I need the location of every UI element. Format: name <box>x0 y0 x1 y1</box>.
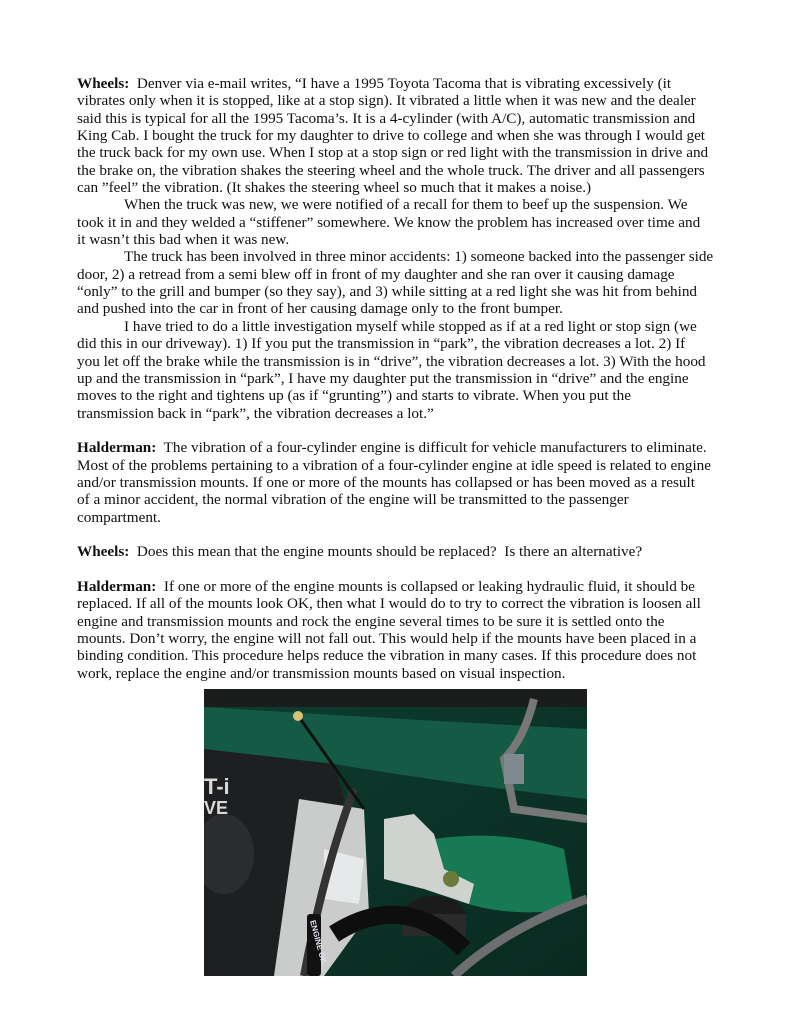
dialogue-block <box>77 439 737 526</box>
text-line: Halderman: The vibration of a four-cylinder engine is difficult for vehicle manufacturers to eliminate. <box>77 439 707 457</box>
paragraph <box>77 75 737 196</box>
text-line: took it in and they welded a “stiffener” somewhere. We know the problem has increased over time and <box>77 213 701 231</box>
text-line: you let off the brake while the transmission is in “drive”, the vibration decreases a lot. 3) With the hood <box>77 352 706 370</box>
text-line: can ”feel” the vibration. (It shakes the steering wheel so much that it makes a noise.) <box>77 179 592 197</box>
text-line: I have tried to do a little investigation myself while stopped as if at a red light or stop sign (we <box>124 317 697 335</box>
engine-compartment-image <box>204 689 587 976</box>
text-line: work, replace the engine and/or transmission mounts based on visual inspection. <box>77 664 566 682</box>
text-line: it wasn’t this bad when it was new. <box>77 231 290 249</box>
dialogue-block <box>77 75 737 422</box>
paragraph-gap <box>77 526 737 543</box>
text-line: The truck has been involved in three minor accidents: 1) someone backed into the passenger side <box>124 248 714 266</box>
text-line: did this in our driveway). 1) If you put the transmission in “park”, the vibration decreases a lot. 2) If <box>77 335 686 353</box>
text-line: up and the transmission in “park”, I have my daughter put the transmission in “drive” and the engine <box>77 369 689 387</box>
paragraph <box>77 578 737 682</box>
svg-text:ENGINE OIL: ENGINE OIL <box>308 919 329 967</box>
text-line: mounts. Don’t worry, the engine will not fall out. This would help if the mounts have been placed in a <box>77 630 697 647</box>
text-line: moves to the right and tightens up (as if “grunting”) and starts to vibrate. When you put the <box>77 387 631 405</box>
text-line: vibrates only when it is stopped, like at a stop sign). It vibrated a little when it was new and the dealer <box>77 92 696 110</box>
text-line: and/or transmission mounts. If one or more of the mounts has collapsed or has been moved as a result <box>77 473 695 491</box>
engine-mount-photo <box>204 689 587 976</box>
text-line: the truck back for my own use. When I stop at a stop sign or red light with the transmission in drive and <box>77 144 709 162</box>
speaker-label: Halderman: <box>77 439 157 457</box>
text-line: replaced. If all of the mounts look OK, then what I would do to try to correct the vibration is loosen all <box>77 595 701 613</box>
photo-logo-text: T-i <box>204 774 230 799</box>
text-line: binding condition. This procedure helps reduce the vibration in many cases. If this procedure does not <box>77 647 697 665</box>
text-line: “only” to the grill and bumper (so they say), and 3) while sitting at a red light she was hit from behind <box>77 283 698 301</box>
paragraph <box>77 196 737 248</box>
text-line: Halderman: If one or more of the engine mounts is collapsed or leaking hydraulic fluid, it should be <box>77 577 695 595</box>
text-line: Wheels: Does this mean that the engine mounts should be replaced? Is there an alternative? <box>77 543 643 561</box>
svg-text:VE: VE <box>204 798 229 818</box>
paragraph <box>77 248 737 317</box>
text-line: Most of the problems pertaining to a vibration of a four-cylinder engine at idle speed is related to engine <box>77 456 712 474</box>
text-line: Wheels: Denver via e-mail writes, “I have a 1995 Toyota Tacoma that is vibrating excessively (it <box>77 75 672 92</box>
speaker-label: Wheels: <box>77 75 130 92</box>
text-line: King Cab. I bought the truck for my daughter to drive to college and when she was through I would get <box>77 127 706 145</box>
paragraph <box>77 543 737 560</box>
speaker-label: Wheels: <box>77 543 130 561</box>
paragraph-gap <box>77 422 737 439</box>
text-line: transmission back in “park”, the vibration decreases a lot.” <box>77 404 434 422</box>
paragraph <box>77 318 737 422</box>
text-line: door, 2) a retread from a semi blew off in front of my daughter and she ran over it causing damage <box>77 265 675 283</box>
speaker-label: Halderman: <box>77 577 157 595</box>
paragraph-gap <box>77 561 737 578</box>
dialogue-block <box>77 543 737 560</box>
text-line: of a minor accident, the normal vibration of the engine will be transmitted to the passenger <box>77 491 629 509</box>
document-body <box>77 75 737 682</box>
text-line: compartment. <box>77 508 161 526</box>
text-line: When the truck was new, we were notified of a recall for them to beef up the suspension. We <box>124 196 688 214</box>
text-line: said this is typical for all the 1995 Tacoma’s. It is a 4-cylinder (with A/C), automatic transmission and <box>77 109 696 127</box>
text-line: the brake on, the vibration shakes the steering wheel and the whole truck. The driver and all passengers <box>77 161 705 179</box>
paragraph <box>77 439 737 526</box>
text-line: engine and transmission mounts and rock the engine several times to be sure it is settled onto the <box>77 612 665 630</box>
dialogue-block <box>77 578 737 682</box>
text-line: and pushed into the car in front of her causing damage only to the front bumper. <box>77 300 563 318</box>
